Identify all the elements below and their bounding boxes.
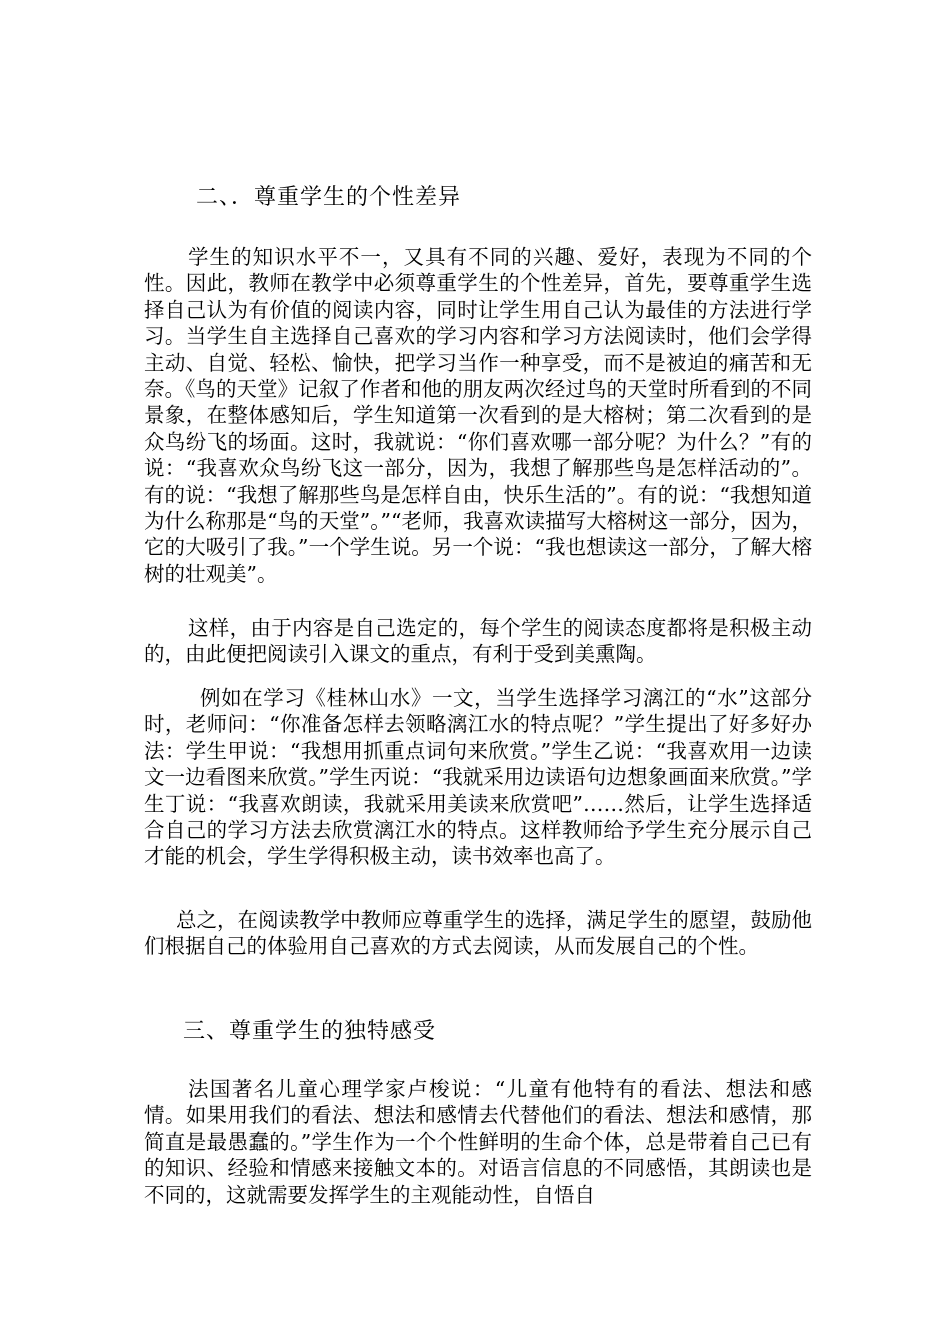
paragraph-reading-attitude: 这样，由于内容是自己选定的，每个学生的阅读态度都将是积极主动的，由此便把阅读引入课文的重点，有利于受到美熏陶。 [144, 616, 812, 667]
paragraph-unique-feelings: 法国著名儿童心理学家卢梭说：“儿童有他特有的看法、想法和感情。如果用我们的看法、想法和感情去代替他们的看法、想法和感情，那简直是最愚蠢的。”学生作为一个个性鲜明的生命个体，总是带着自己已有的知识、经验和情感来接触文本的。对语言信息的不同感悟，其朗读也是不同的，这就需要发挥学生的主观能动性，自悟自 [144, 1077, 812, 1207]
section-heading-2: 二、．尊重学生的个性差异 [196, 185, 462, 210]
paragraph-individual-differences: 学生的知识水平不一，又具有不同的兴趣、爱好，表现为不同的个性。因此，教师在教学中必须尊重学生的个性差异，首先，要尊重学生选择自己认为有价值的阅读内容，同时让学生用自己认为最佳的方法进行学习。当学生自主选择自己喜欢的学习内容和学习方法阅读时，他们会学得主动、自觉、轻松、愉快，把学习当作一种享受，而不是被迫的痛苦和无奈。《鸟的天堂》记叙了作者和他的朋友两次经过鸟的天堂时所看到的不同景象，在整体感知后，学生知道第一次看到的是大榕树；第二次看到的是众鸟纷飞的场面。这时，我就说：“你们喜欢哪一部分呢？为什么？”有的说：“我喜欢众鸟纷飞这一部分，因为，我想了解那些鸟是怎样活动的”。有的说：“我想了解那些鸟是怎样自由，快乐生活的”。有的说：“我想知道为什么称那是“鸟的天堂”。”“老师，我喜欢读描写大榕树这一部分，因为，它的大吸引了我。”一个学生说。另一个说：“我也想读这一部分，了解大榕树的壮观美”。 [144, 245, 812, 586]
paragraph-summary: 总之，在阅读教学中教师应尊重学生的选择，满足学生的愿望，鼓励他们根据自己的体验用自己喜欢的方式去阅读，从而发展自己的个性。 [144, 908, 812, 959]
section-heading-3: 三、尊重学生的独特感受 [183, 1019, 437, 1044]
paragraph-guilin-example: 例如在学习《桂林山水》一文，当学生选择学习漓江的“水”这部分时，老师问：“你准备怎样去领略漓江水的特点呢？”学生提出了好多好办法：学生甲说：“我想用抓重点词句来欣赏。”学生乙说：“我喜欢用一边读文一边看图来欣赏。”学生丙说：“我就采用边读语句边想象画面来欣赏。”学生丁说：“我喜欢朗读，我就采用美读来欣赏吧”……然后，让学生选择适合自己的学习方法去欣赏漓江水的特点。这样教师给予学生充分展示自己才能的机会，学生学得积极主动，读书效率也高了。 [144, 686, 812, 869]
